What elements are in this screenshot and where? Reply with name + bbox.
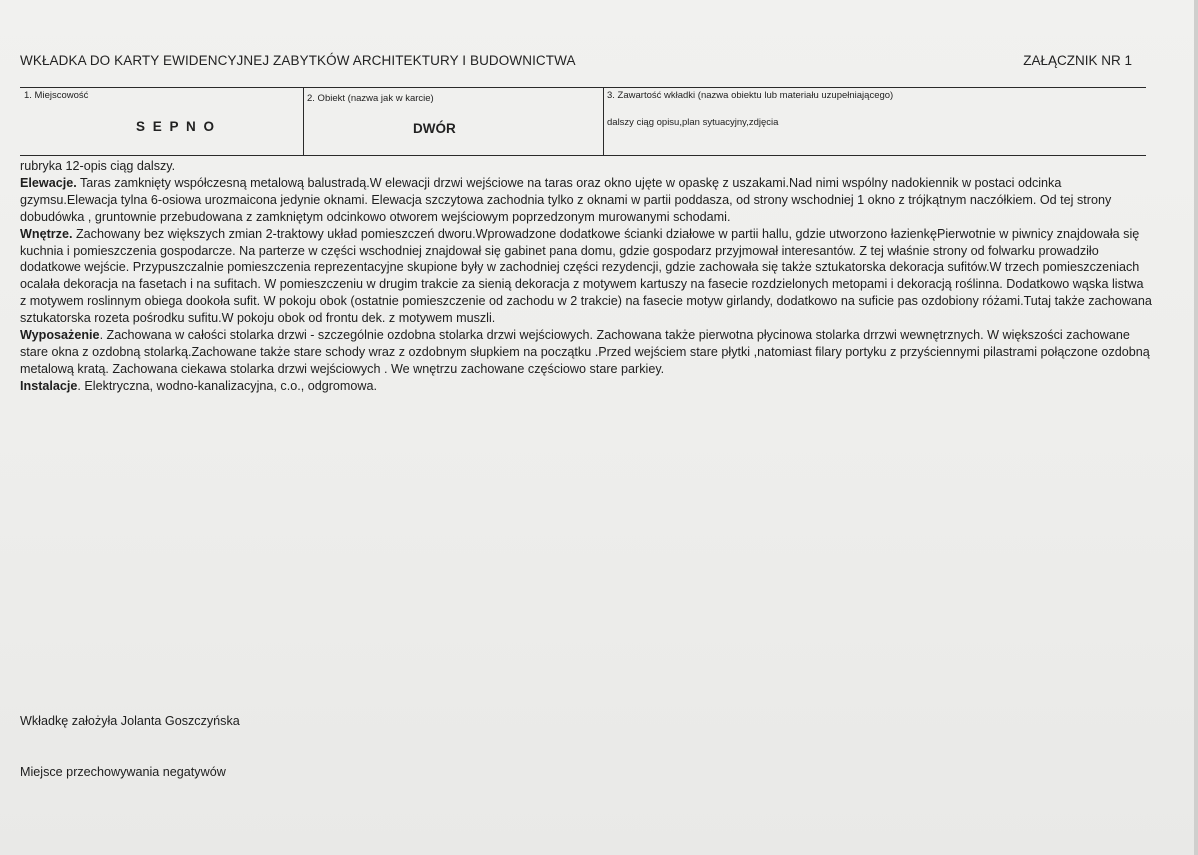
document-title: WKŁADKA DO KARTY EWIDENCYJNEJ ZABYTKÓW ARCHITEKTURY I BUDOWNICTWA — [20, 53, 576, 68]
place-value: S E P N O — [136, 119, 217, 134]
intro-line: rubryka 12-opis ciąg dalszy. — [20, 159, 176, 173]
object-label: 2. Obiekt (nazwa jak w karcie) — [307, 93, 434, 104]
form-divider-1 — [303, 87, 304, 155]
negatives-line: Miejsce przechowywania negatywów — [20, 765, 226, 779]
author-line: Wkładkę założyła Jolanta Goszczyńska — [20, 714, 240, 728]
elewacje-heading: Elewacje. — [20, 175, 77, 190]
form-top-rule — [20, 87, 1146, 88]
elewacje-text: Taras zamknięty współczesną metalową balustradą.W elewacji drzwi wejściowe na taras oraz okno ujęte w opaskę z uszakami.Nad nimi wspólny nadokiennik w postaci odcinka gzymsu.Elewacja tylna 6-osiowa urozmaicona jedynie oknami. Elewacja szczytowa zachodnia tylko z oknami w partii poddasza, od strony wschodniej 1 okno z trójkątnym naczółkiem. Od tej strony dobudówka , gruntownie przebudowana z zamkniętym odcinkowo otworem wejściowym poprzedzonym murowanymi schodami. — [20, 175, 1112, 224]
wyposazenie-heading: Wyposażenie — [20, 328, 100, 343]
contents-value: dalszy ciąg opisu,plan sytuacyjny,zdjęcia — [607, 117, 779, 128]
place-label: 1. Miejscowość — [24, 90, 89, 101]
section-elewacje — [20, 175, 1152, 226]
form-bottom-rule — [20, 155, 1146, 156]
description-body — [20, 158, 1152, 395]
wyposazenie-text: . Zachowana w całości stolarka drzwi - szczególnie ozdobna stolarka drzwi wejściowych. Zachowana także pierwotna płycinowa stolarka drrzwi wewnętrznych. W większości zachowane stare okna z ozdobną stolarką.Zachowane także stare schody wraz z ozdobnym słupkiem na początku .Przed wejściem stare płytki ,natomiast filary portyku z przyściennymi pilastrami połączone ozdobną metalową kratą. Zachowana ciekawa stolarka drzwi wejściowych . We wnętrzu zachowane częściowo stare parkiey. — [20, 328, 1150, 376]
annex-number: ZAŁĄCZNIK NR 1 — [1023, 53, 1132, 68]
wnetrze-heading: Wnętrze. — [20, 226, 73, 241]
section-wnetrze — [20, 226, 1152, 327]
instalacje-text: . Elektryczna, wodno-kanalizacyjna, c.o., odgromowa. — [77, 378, 377, 393]
wnetrze-text: Zachowany bez większych zmian 2-traktowy układ pomieszczeń dworu.Wprowadzone dodatkowe ścianki działowe w partii hallu, gdzie utworzono łazienkęPierwotnie w piwnicy znajdowała się kuchnia i pomieszczenia gospodarcze. Na parterze w części wschodniej znajdował się gabinet pana domu, gdzie gospodarz przyjmował interesantów. Z tej właśnie strony od folwarku prowadziło dodatkowe wejście. Przypuszczalnie pomieszczenia reprezentacyjne skupione były w zachodniej części rezydencji, gdzie zachowała się także sztukatorska dekoracja sufitów.W trzech pomieszczeniach ocalała dekoracja na fasetach i na sufitach. W pomieszczeniu w drugim trakcie za sienią dekoracja z motywem kartuszy na fasecie rozdzielonych metopami i dekoracją roślinna. Dodatkowo wąska listwa z motywem roslinnym obiega dookoła sufit. W pokoju obok (ostatnie pomieszczenie od zachodu w 2 trakcie) na fasecie motyw girlandy, dodatkowo na suficie pas ozdobiony różami.Tutaj także zachowana sztukatorska rozeta pośrodku sufitu.W pokoju obok od frontu dek. z motywem muszli. — [20, 226, 1152, 326]
form-divider-2 — [603, 87, 604, 155]
instalacje-heading: Instalacje — [20, 378, 78, 393]
section-instalacje — [20, 378, 1152, 395]
contents-label: 3. Zawartość wkładki (nazwa obiektu lub materiału uzupełniającego) — [607, 90, 894, 101]
section-wyposazenie — [20, 327, 1152, 378]
scan-edge — [1194, 0, 1198, 855]
object-value: DWÓR — [413, 121, 456, 136]
